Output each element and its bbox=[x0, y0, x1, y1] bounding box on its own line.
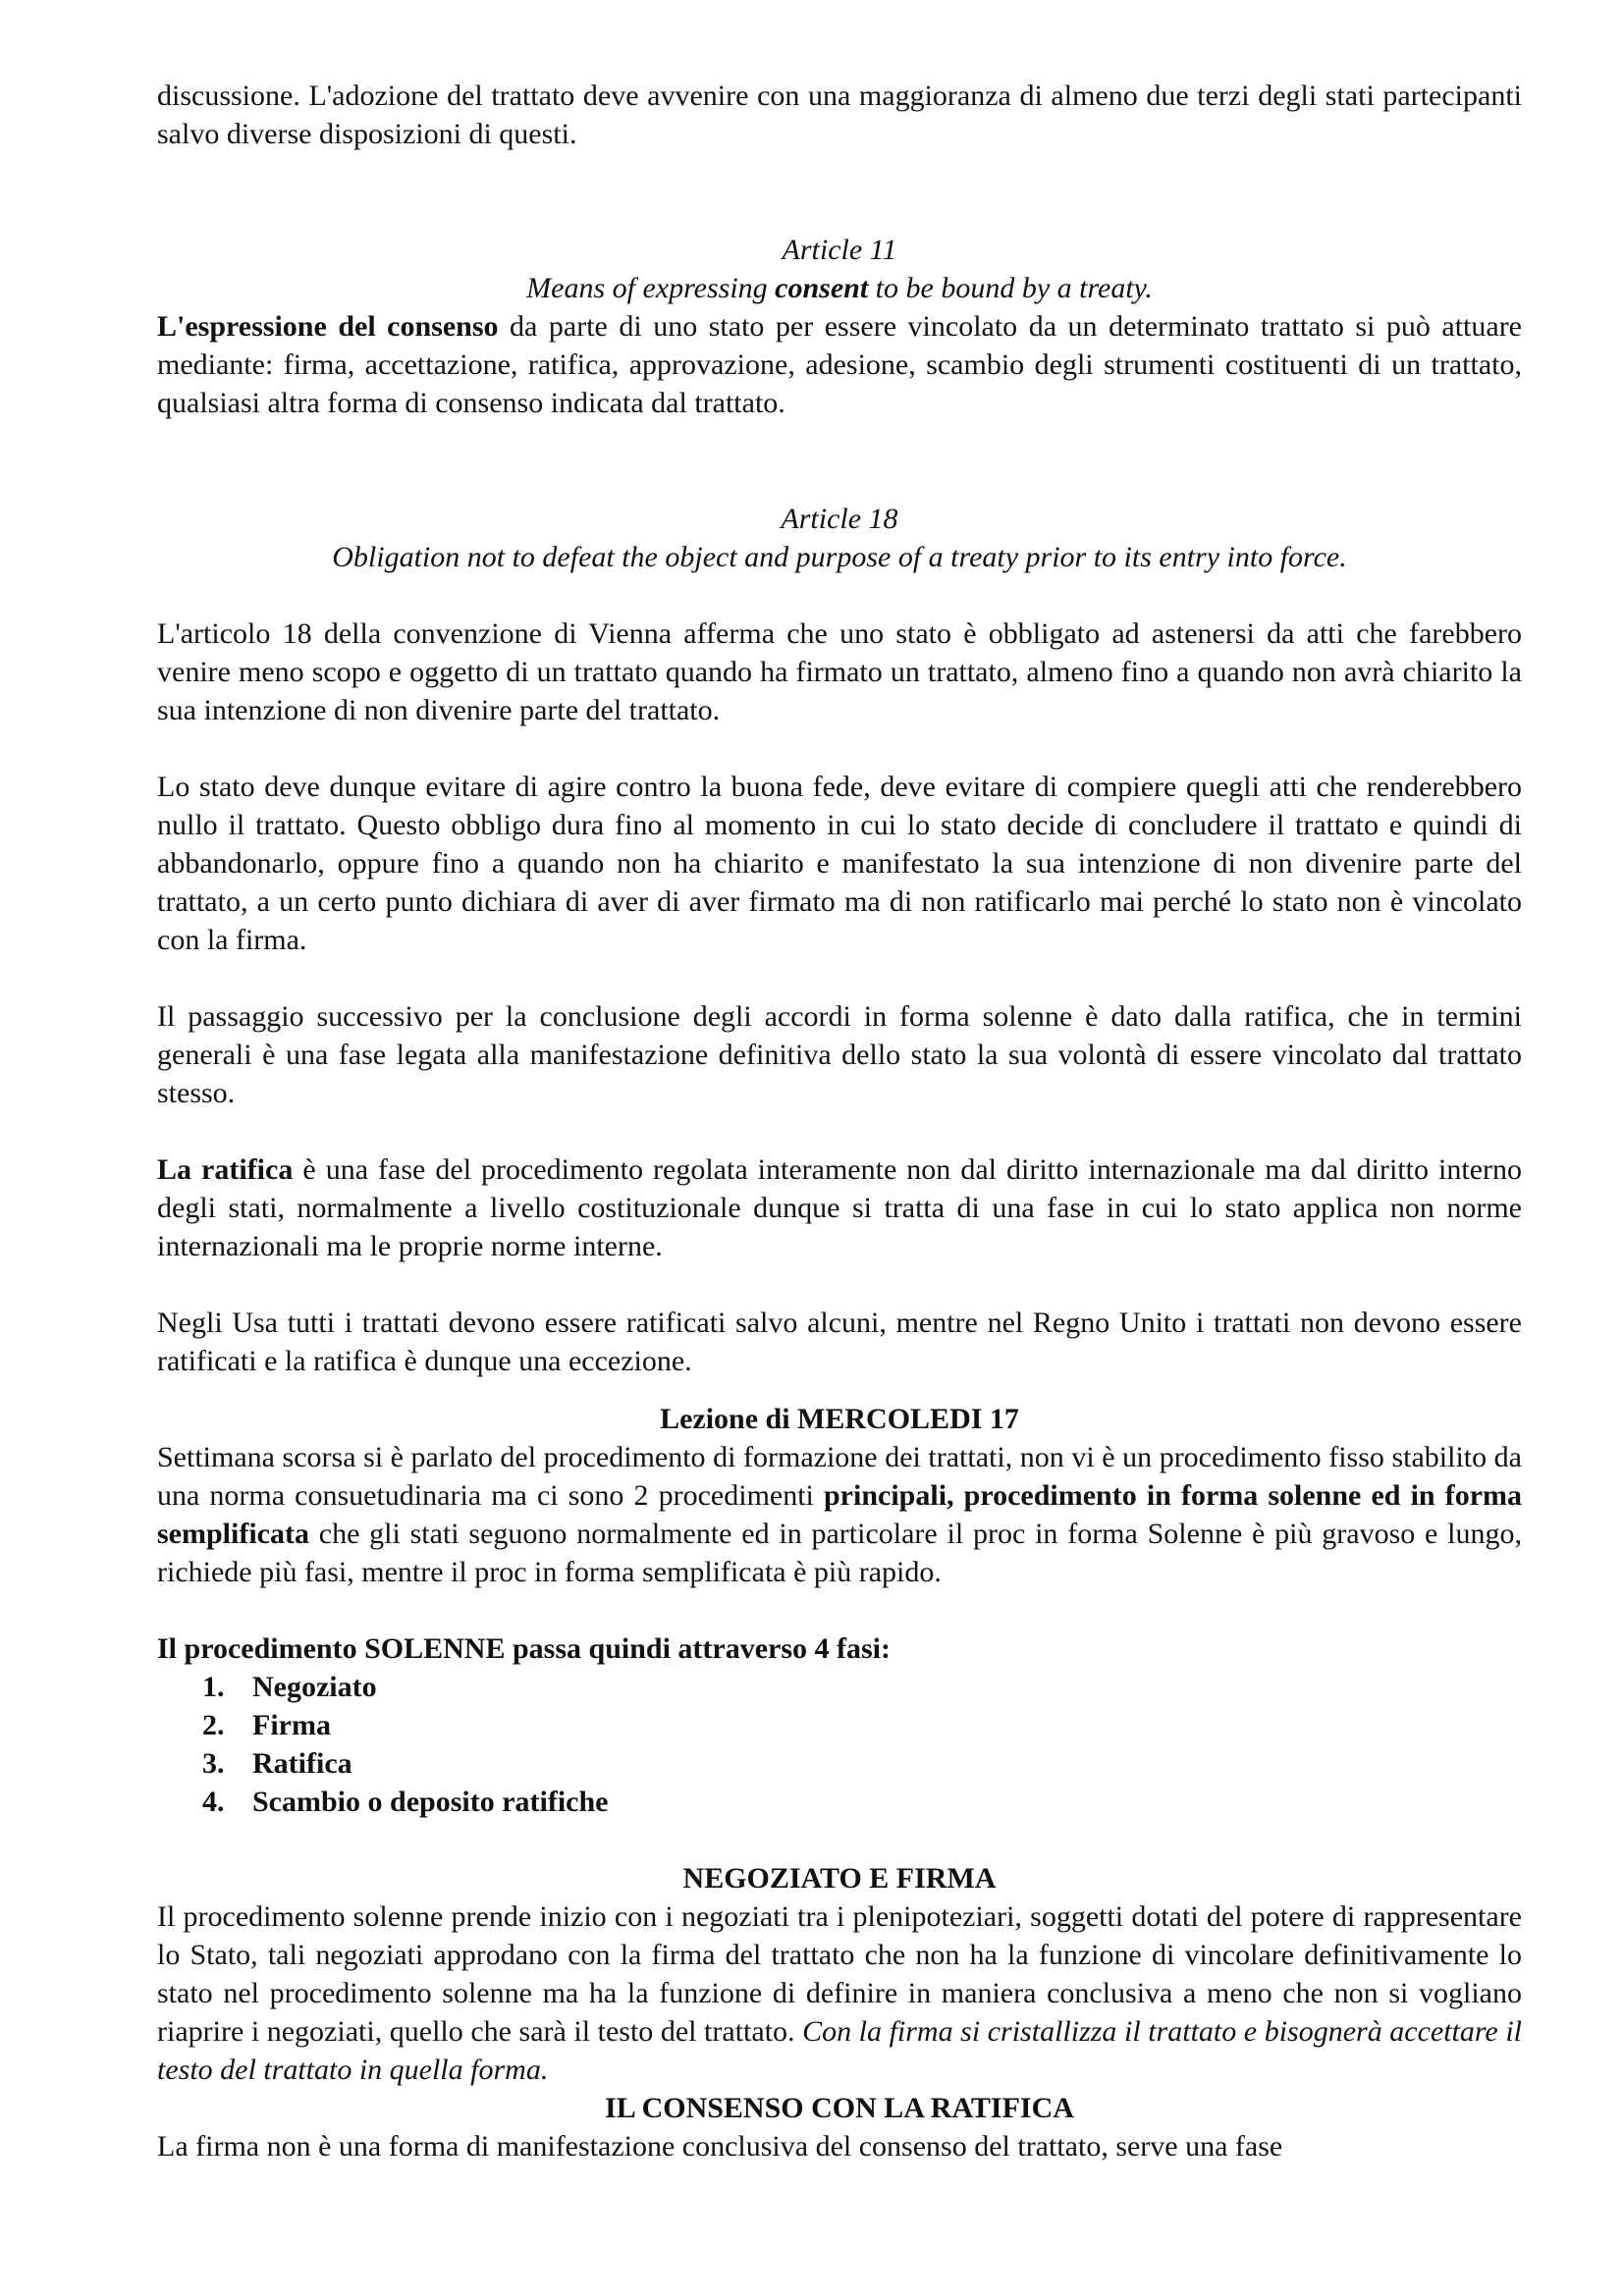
article-11-subtitle-bold: consent bbox=[775, 272, 869, 304]
article-11-body-text: da parte di uno stato per essere vincolato da un determinato trattato si può attuare mediante: firma, accettazione, ratifica, approvazione, adesione, scambio degli strumenti costituenti di un trattato, qualsiasi altra forma di consenso indicata dal trattato. bbox=[157, 310, 1522, 419]
article-11-subtitle-end: to be bound by a treaty. bbox=[868, 272, 1153, 304]
negoziato-italic: Con la firma si cristallizza il trattato e bisognerà accettare il testo del trattato in quella forma. bbox=[157, 2015, 1522, 2086]
phase-label: Scambio o deposito ratifiche bbox=[252, 1786, 609, 1818]
lesson-paragraph bbox=[157, 1438, 1522, 1591]
buona-fede-paragraph: Lo stato deve dunque evitare di agire contro la buona fede, deve evitare di compiere quegli atti che renderebbero nullo il trattato. Questo obbligo dura fino al momento in cui lo stato decide di concludere il trattato e quindi di abbandonarlo, oppure fino a quando non ha chiarito e manifestato la sua intenzione di non divenire parte del trattato, a un certo punto dichiara di aver di aver firmato ma di non ratificarlo mai perché lo stato non è vincolato con la firma. bbox=[157, 771, 1522, 956]
article-18-heading: Article 18 bbox=[781, 503, 898, 535]
phase-number: 2. bbox=[202, 1709, 225, 1741]
article-11-subtitle bbox=[157, 269, 1522, 307]
lesson-text-2: che gli stati seguono normalmente ed in particolare il proc in forma Solenne è più gravoso e lungo, richiede più fasi, mentre il proc in forma semplificata è più rapido. bbox=[157, 1518, 1522, 1588]
passaggio-paragraph: Il passaggio successivo per la conclusione degli accordi in forma solenne è dato dalla ratifica, che in termini generali è una fase legata alla manifestazione definitiva dello stato la sua volontà di essere vincolato dal trattato stesso. bbox=[157, 1000, 1522, 1109]
consenso-paragraph: La firma non è una forma di manifestazione conclusiva del consenso del trattato, serve una fase bbox=[157, 2130, 1283, 2163]
phases-intro-text: Il procedimento SOLENNE passa quindi attraverso 4 fasi: bbox=[157, 1632, 892, 1665]
lesson-bold: principali, procedimento in forma solenne ed in forma semplificata bbox=[157, 1479, 1522, 1550]
intro-paragraph: discussione. L'adozione del trattato deve avvenire con una maggioranza di almeno due terzi degli stati partecipanti salvo diverse disposizioni di questi. bbox=[157, 80, 1522, 150]
article-18-paragraph: L'articolo 18 della convenzione di Vienna afferma che uno stato è obbligato ad astenersi da atti che farebbero venire meno scopo e oggetto di un trattato quando ha firmato un trattato, almeno fino a quando non avrà chiarito la sua intenzione di non divenire parte del trattato. bbox=[157, 617, 1522, 726]
document-page bbox=[157, 77, 1522, 2165]
consenso-heading-text: IL CONSENSO CON LA RATIFICA bbox=[605, 2092, 1074, 2124]
phase-label: Firma bbox=[252, 1709, 331, 1741]
phase-number: 3. bbox=[202, 1747, 225, 1780]
phase-item bbox=[157, 1706, 1522, 1744]
lesson-text-1: Settimana scorsa si è parlato del procedimento di formazione dei trattati, non vi è un procedimento fisso stabilito da una norma consuetudinaria ma ci sono 2 procedimenti bbox=[157, 1441, 1522, 1512]
article-11-body-bold: L'espressione del consenso bbox=[157, 310, 499, 343]
consenso-heading bbox=[157, 2089, 1522, 2127]
phases-intro bbox=[157, 1629, 1522, 1668]
lesson-heading bbox=[157, 1400, 1522, 1438]
article-11-body bbox=[157, 307, 1522, 422]
negoziato-text: Il procedimento solenne prende inizio con i negoziati tra i plenipoteziari, soggetti dotati del potere di rappresentare lo Stato, tali negoziati approdano con la firma del trattato che non ha la funzione di vincolare definitivamente lo stato nel procedimento solenne ma ha la funzione di definire in maniera conclusiva a meno che non si vogliano riaprire i negoziati, quello che sarà il testo del trattato. bbox=[157, 1900, 1522, 2048]
usa-paragraph: Negli Usa tutti i trattati devono essere ratificati salvo alcuni, mentre nel Regno Unito i trattati non devono essere ratificati e la ratifica è dunque una eccezione. bbox=[157, 1307, 1522, 1377]
ratifica-bold: La ratifica bbox=[157, 1153, 294, 1186]
negoziato-heading-text: NEGOZIATO E FIRMA bbox=[682, 1862, 997, 1895]
article-18-subtitle: Obligation not to defeat the object and purpose of a treaty prior to its entry into force. bbox=[332, 541, 1347, 573]
phases-list bbox=[157, 1668, 1522, 1821]
negoziato-paragraph bbox=[157, 1897, 1522, 2089]
phase-item bbox=[157, 1744, 1522, 1783]
lesson-heading-text: Lezione di MERCOLEDI 17 bbox=[660, 1403, 1019, 1435]
phase-number: 4. bbox=[202, 1786, 225, 1818]
phase-label: Ratifica bbox=[252, 1747, 352, 1780]
phase-label: Negoziato bbox=[252, 1671, 377, 1703]
ratifica-text: è una fase del procedimento regolata interamente non dal diritto internazionale ma dal diritto interno degli stati, normalmente a livello costituzionale dunque si tratta di una fase in cui lo stato applica non norme internazionali ma le proprie norme interne. bbox=[157, 1153, 1522, 1262]
phase-number: 1. bbox=[202, 1671, 225, 1703]
phase-item bbox=[157, 1783, 1522, 1821]
negoziato-heading bbox=[157, 1859, 1522, 1897]
article-11-heading: Article 11 bbox=[782, 234, 897, 266]
ratifica-paragraph bbox=[157, 1150, 1522, 1265]
phase-item bbox=[157, 1668, 1522, 1706]
article-11-subtitle-start: Means of expressing bbox=[526, 272, 776, 304]
